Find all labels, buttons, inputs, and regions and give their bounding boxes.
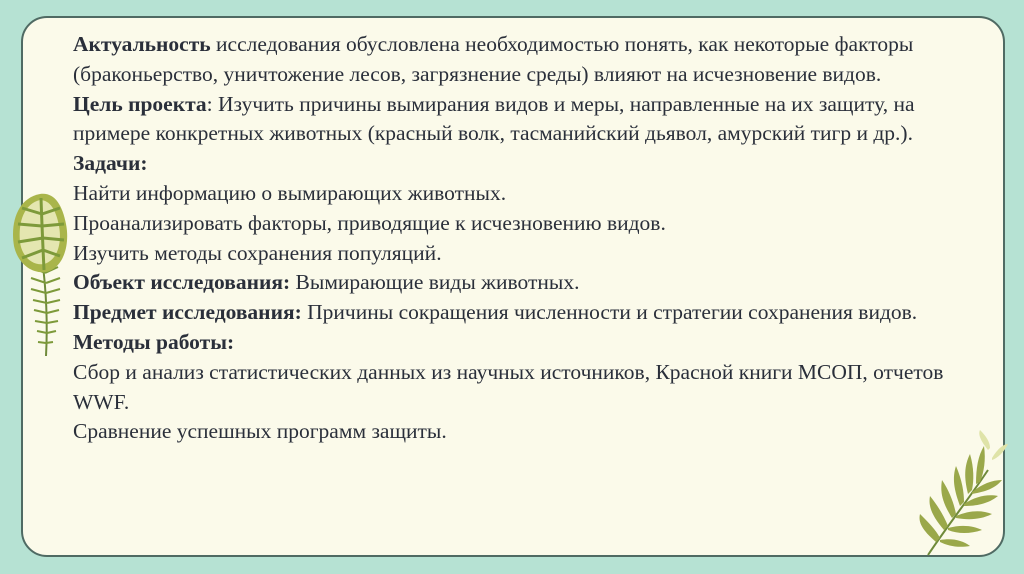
method-item: Сбор и анализ статистических данных из научных источников, Красной книги МСОП, отчетов WWF. <box>73 359 944 414</box>
method-item: Сравнение успешных программ защиты. <box>73 419 447 444</box>
task-item: Проанализировать факторы, приводящие к исчезновению видов. <box>73 210 666 235</box>
palm-leaf-icon <box>918 430 1008 560</box>
relevance-text: исследования обусловлена необходимостью понять, как некоторые факторы (браконьерство, уничтожение лесов, загрязнение среды) влияют на исчезновение видов. <box>73 32 914 86</box>
tasks-heading: Задачи: <box>73 151 148 176</box>
methods-heading: Методы работы: <box>73 329 235 354</box>
object-label: Объект исследования: <box>73 270 291 295</box>
goal-text: : Изучить причины вымирания видов и меры, направленные на их защиту, на примере конкретных животных (красный волк, тасманийский дьявол, амурский тигр и др.). <box>73 91 915 146</box>
task-item: Изучить методы сохранения популяций. <box>73 240 442 265</box>
subject-text: Причины сокращения численности и стратегии сохранения видов. <box>301 300 918 325</box>
monstera-leaf-icon <box>6 188 72 358</box>
slide-content <box>73 30 973 447</box>
subject-paragraph <box>73 298 973 328</box>
task-item: Найти информацию о вымирающих животных. <box>73 180 507 205</box>
relevance-paragraph <box>73 30 973 90</box>
goal-label: Цель проекта <box>73 91 207 116</box>
object-text: Вымирающие виды животных. <box>290 270 580 295</box>
subject-label: Предмет исследования: <box>73 300 302 325</box>
relevance-label: Актуальность <box>73 32 211 56</box>
goal-paragraph <box>73 90 973 150</box>
object-paragraph <box>73 268 973 298</box>
